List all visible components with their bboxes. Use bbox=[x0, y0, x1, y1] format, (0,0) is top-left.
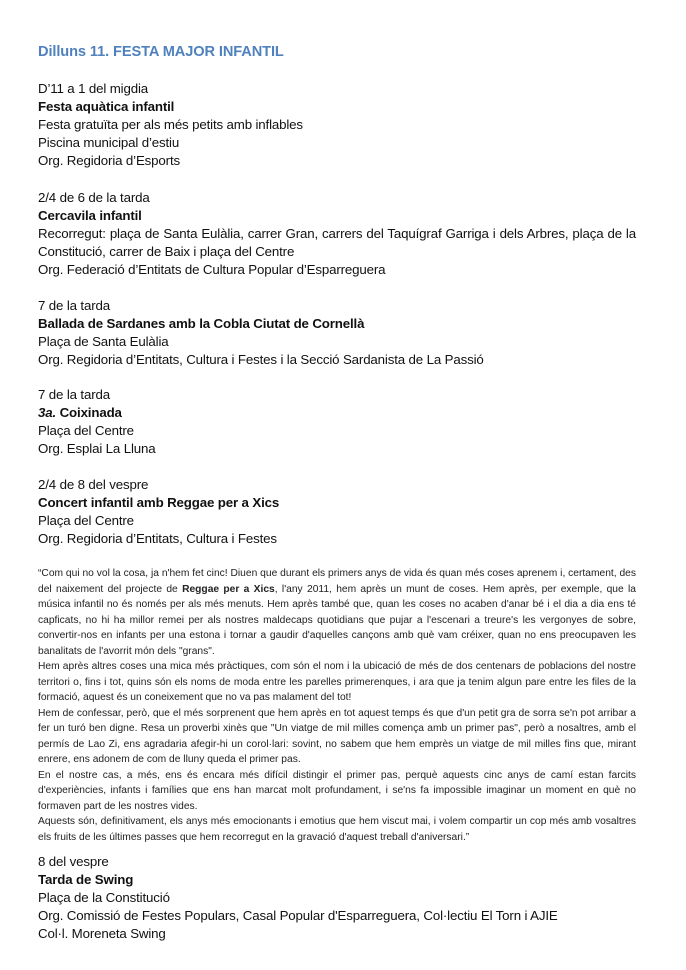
event-place: Plaça de la Constitució bbox=[38, 890, 170, 905]
event-name bbox=[38, 404, 636, 422]
quote-text: , l'any 2011, hem après un munt de coses. Hem après, per exemple, que la música infantil no és només per als més menuts. Hem après també que, quan les coses no acaben d'anar bé i el dia a dia ens té capficats, no hi ha millor remei per als nostres maldecaps quotidians que pujar a l'escenari a treure's les vergonyes de sobre, convertir-nos en infants per una estona i tornar a gaudir d'aquelles cançons amb què vam créixer, quan no ens preocupaven les banalitats de l'avorrit món dels "grans". bbox=[38, 583, 636, 657]
event-festa-aquatica bbox=[38, 80, 636, 170]
quote-paragraph: Aquests són, definitivament, els anys més emocionants i emotius que hem viscut mai, i volem compartir un cop més amb vosaltres els fruits de les últimes passes que hem recorregut en la gravació d'aquest treball d'aniversari.” bbox=[38, 816, 636, 843]
quote-paragraph: Hem de confessar, però, que el més sorprenent que hem après en tot aquest temps és que d'un petit gra de sorra se'n pot arribar a fer un turó ben digne. Resa un proverbi xinès que "Un viatge de mil milles comença amb un primer pas", però a nosaltres, amb el permís de Lao Zi, ens agradaria afegir-hi un corol·lari: sovint, no sabem que hem emprès un viatge de mil milles fins que, mirant enrere, ens adonem de com de lluny queda el primer pas. bbox=[38, 707, 636, 765]
event-name-prefix: 3a. bbox=[38, 405, 57, 420]
event-place: Piscina municipal d’estiu bbox=[38, 135, 180, 150]
event-organizer: Org. Regidoria d’Entitats, Cultura i Festes i la Secció Sardanista de La Passió bbox=[38, 352, 484, 367]
event-organizer: Org. Federació d’Entitats de Cultura Popular d’Esparreguera bbox=[38, 262, 386, 277]
event-place: Plaça del Centre bbox=[38, 423, 134, 438]
event-organizer: Org. Esplai La Lluna bbox=[38, 441, 156, 456]
event-extra-organizer: Col·l. Moreneta Swing bbox=[38, 926, 166, 941]
event-name-text: Coixinada bbox=[59, 405, 122, 420]
event-time: 8 del vespre bbox=[38, 854, 109, 869]
quote-paragraph bbox=[38, 566, 636, 659]
event-time: 7 de la tarda bbox=[38, 298, 110, 313]
event-sardanes bbox=[38, 297, 636, 369]
event-description: Festa gratuïta per als més petits amb inflables bbox=[38, 117, 303, 132]
event-concert-reggae bbox=[38, 476, 636, 548]
event-organizer: Org. Regidoria d’Entitats, Cultura i Festes bbox=[38, 531, 277, 546]
quote-text: “Com qui no vol la cosa, ja n'hem fet cinc! Diuen que durant els primers anys de vida és quan més coses aprenem i, certament, des del naixement del projecte de bbox=[38, 568, 636, 595]
page-title: Dilluns 11. FESTA MAJOR INFANTIL bbox=[38, 44, 284, 60]
event-organizer: Org. Regidoria d’Esports bbox=[38, 153, 180, 168]
event-time: D’11 a 1 del migdia bbox=[38, 81, 148, 96]
event-name: Cercavila infantil bbox=[38, 208, 142, 223]
event-name: Tarda de Swing bbox=[38, 872, 134, 887]
reggae-quote bbox=[38, 566, 636, 845]
event-name: Concert infantil amb Reggae per a Xics bbox=[38, 495, 280, 510]
event-name: Festa aquàtica infantil bbox=[38, 99, 175, 114]
event-time: 7 de la tarda bbox=[38, 387, 110, 402]
quote-paragraph: Hem après altres coses una mica més pràctiques, com són el nom i la ubicació de més de dos centenars de poblacions del nostre territori o, fins i tot, quins són els noms de moda entre les parelles primerenques, i ara que ja tenim algun pare entre les files de la formació, aquest és un coneixement que no va pas malament del tot! bbox=[38, 661, 636, 703]
event-time: 2/4 de 8 del vespre bbox=[38, 477, 149, 492]
event-organizer: Org. Comissió de Festes Populars, Casal Popular d'Esparreguera, Col·lectiu El Torn i AJIE bbox=[38, 908, 558, 923]
event-name: Ballada de Sardanes amb la Cobla Ciutat de Cornellà bbox=[38, 316, 365, 331]
quote-paragraph: En el nostre cas, a més, ens és encara més difícil distingir el primer pas, perquè aquests cinc anys de camí estan farcits d'experiències, infants i famílies que ens han marcat molt profundament, i se'ns fa impossible imaginar un moment en què no formaven part de les nostres vides. bbox=[38, 769, 636, 812]
event-tarda-swing bbox=[38, 853, 636, 943]
event-cercavila bbox=[38, 189, 636, 279]
event-place: Plaça de Santa Eulàlia bbox=[38, 334, 169, 349]
event-route: Recorregut: plaça de Santa Eulàlia, carrer Gran, carrers del Taquígraf Garriga i dels Arbres, plaça de la Constitució, carrer de Baix i plaça del Centre bbox=[38, 226, 636, 259]
event-place: Plaça del Centre bbox=[38, 513, 134, 528]
event-coixinada bbox=[38, 386, 636, 458]
event-time: 2/4 de 6 de la tarda bbox=[38, 190, 150, 205]
quote-bold-text: Reggae per a Xics bbox=[182, 583, 275, 595]
